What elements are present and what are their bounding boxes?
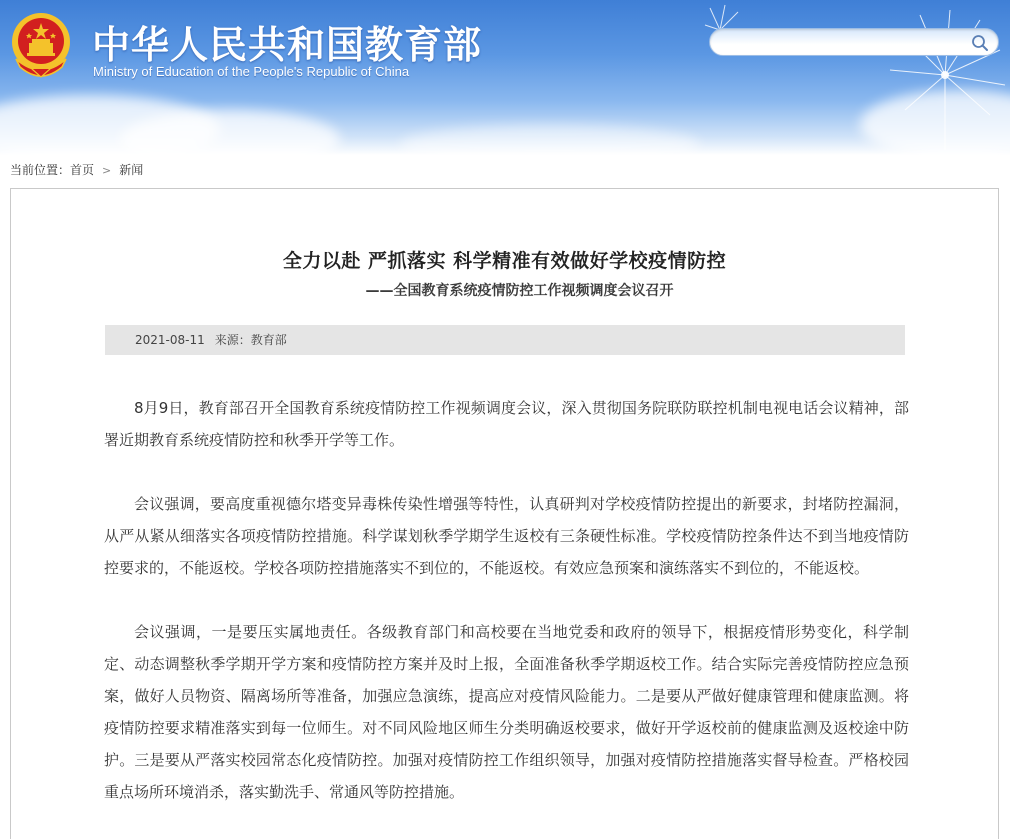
article-body bbox=[104, 392, 909, 839]
national-emblem-icon bbox=[10, 9, 72, 79]
breadcrumb-label: 当前位置： bbox=[10, 163, 71, 177]
article-container bbox=[10, 188, 999, 839]
chevron-right-icon: > bbox=[102, 164, 112, 177]
site-title: 中华人民共和国教育部 bbox=[92, 23, 483, 67]
search-input[interactable] bbox=[724, 33, 964, 52]
site-header bbox=[0, 0, 1010, 155]
site-subtitle: Ministry of Education of the People's Republic of China bbox=[93, 64, 410, 79]
article-paragraph: 8月9日，教育部召开全国教育系统疫情防控工作视频调度会议，深入贯彻国务院联防联控机制电视电话会议精神，部署近期教育系统疫情防控和秋季开学等工作。 bbox=[104, 399, 909, 449]
search-box bbox=[709, 28, 999, 56]
dandelion-icon bbox=[880, 0, 1010, 150]
article-source: 来源：教育部 bbox=[214, 333, 287, 347]
cloud-decoration bbox=[400, 125, 700, 155]
breadcrumb-news-link[interactable]: 新闻 bbox=[119, 163, 144, 177]
article-title: 全力以赴 严抓落实 科学精准有效做好学校疫情防控 bbox=[282, 250, 727, 272]
article-paragraph: 会议强调，要高度重视德尔塔变异毒株传染性增强等特性，认真研判对学校疫情防控提出的新要求，封堵防控漏洞，从严从紧从细落实各项疫情防控措施。科学谋划秋季学期学生返校有三条硬性标准。学校疫情防控条件达不到当地疫情防控要求的，不能返校。学校各项防控措施落实不到位的，不能返校。有效应急预案和演练落实不到位的，不能返校。 bbox=[104, 495, 909, 577]
article-meta-bar bbox=[105, 325, 905, 355]
article-paragraph: 会议强调，一是要压实属地责任。各级教育部门和高校要在当地党委和政府的领导下，根据疫情形势变化，科学制定、动态调整秋季学期开学方案和疫情防控方案并及时上报，全面准备秋季学期返校工作。结合实际完善疫情防控应急预案，做好人员物资、隔离场所等准备，加强应急演练，提高应对疫情风险能力。二是要从严做好健康管理和健康监测。将疫情防控要求精准落实到每一位师生。对不同风险地区师生分类明确返校要求，做好开学返校前的健康监测及返校途中防护。三是要从严落实校园常态化疫情防控。加强对疫情防控工作组织领导，加强对疫情防控措施落实督导检查。严格校园重点场所环境消杀，落实勤洗手、常通风等防控措施。 bbox=[104, 623, 909, 801]
search-icon[interactable] bbox=[970, 33, 990, 53]
breadcrumb-home-link[interactable]: 首页 bbox=[70, 163, 95, 177]
article-subtitle: ——全国教育系统疫情防控工作视频调度会议召开 bbox=[365, 283, 674, 299]
breadcrumb bbox=[10, 161, 143, 179]
publish-date: 2021-08-11 bbox=[135, 333, 205, 347]
